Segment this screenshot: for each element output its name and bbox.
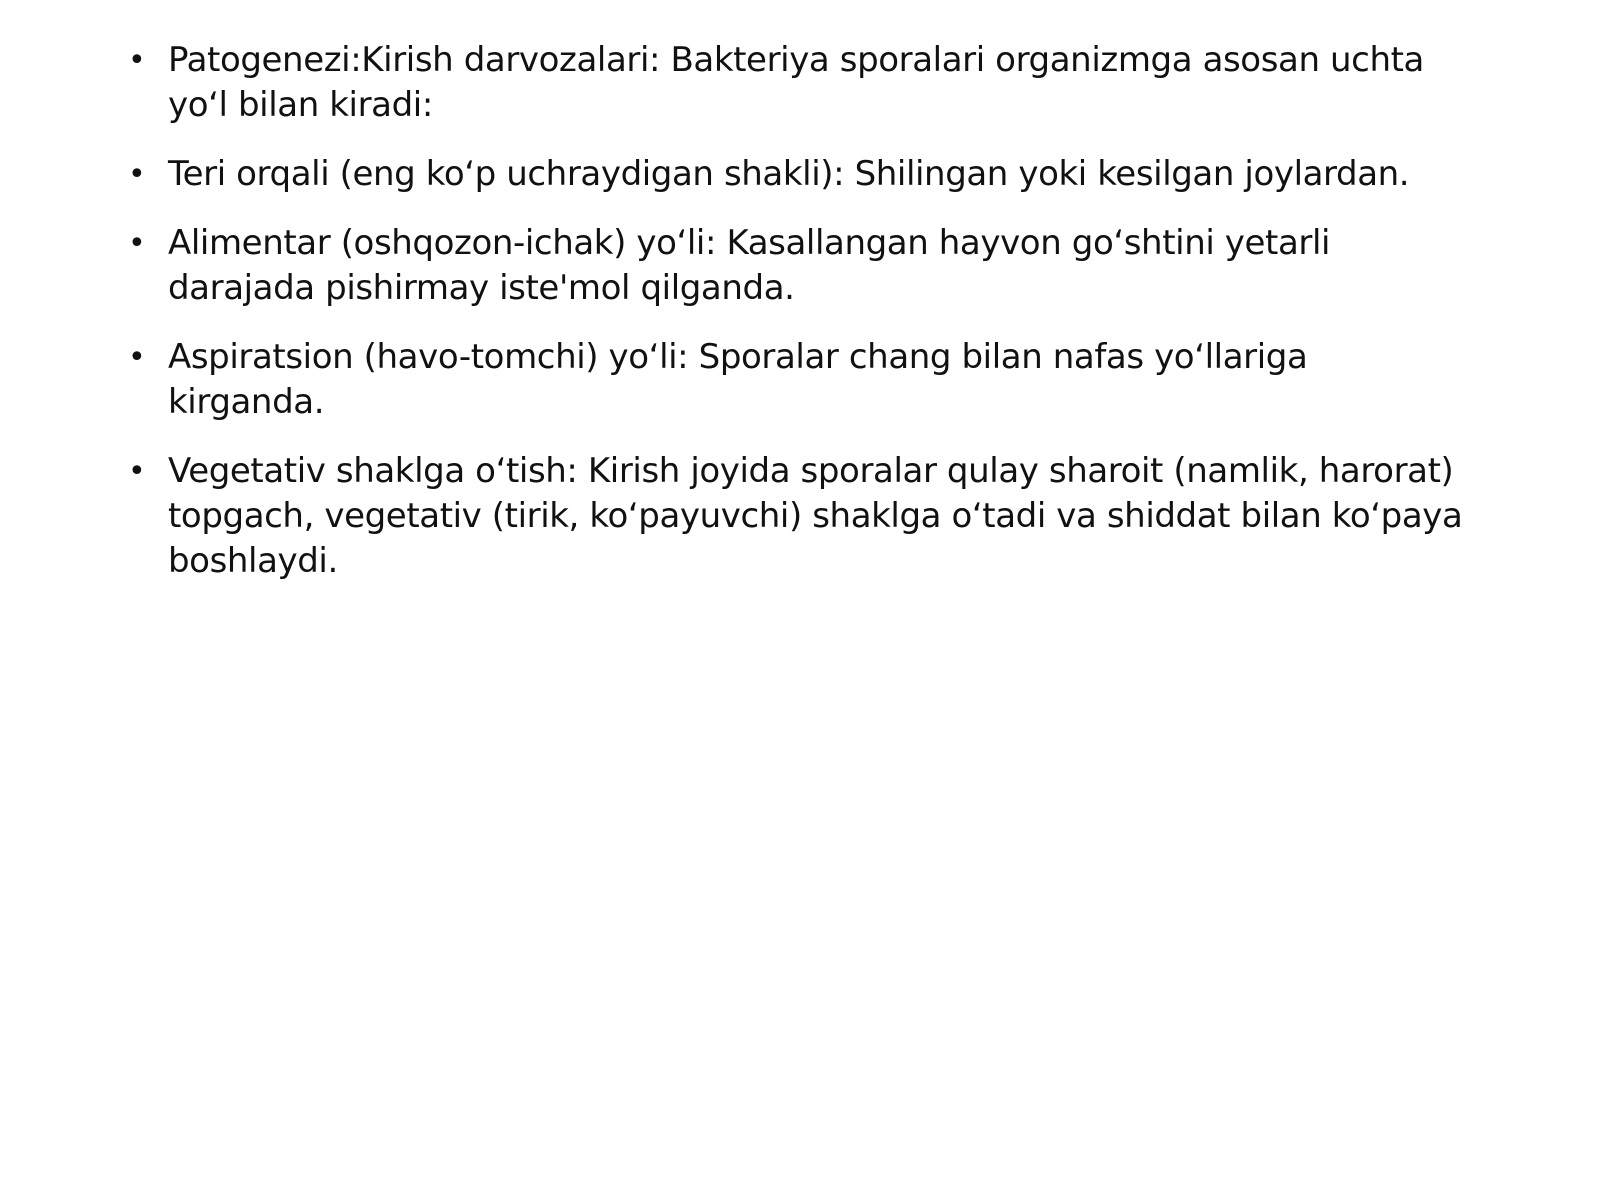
- bullet-icon: •: [128, 226, 146, 261]
- bullet-list: [128, 38, 1473, 608]
- bullet-icon: •: [128, 340, 146, 375]
- bullet-item-patogenezi: [128, 38, 1473, 128]
- bullet-icon: •: [128, 454, 146, 489]
- bullet-icon: •: [128, 43, 146, 78]
- bullet-item-aspiratsion: [128, 335, 1473, 425]
- bullet-item-vegetativ: [128, 449, 1473, 584]
- bullet-text: Patogenezi:Kirish darvozalari: Bakteriya sporalari organizmga asosan uchta yo‘l bilan kiradi:: [168, 40, 1424, 125]
- bullet-text: Aspiratsion (havo-tomchi) yo‘li: Sporalar chang bilan nafas yo‘llariga kirganda.: [168, 337, 1308, 422]
- bullet-item-teri-orqali: [128, 152, 1473, 197]
- bullet-icon: •: [128, 157, 146, 192]
- bullet-text: Alimentar (oshqozon-ichak) yo‘li: Kasallangan hayvon go‘shtini yetarli darajada pishirmay iste'mol qilganda.: [168, 223, 1331, 308]
- bullet-item-alimentar: [128, 221, 1473, 311]
- bullet-text: Vegetativ shaklga o‘tish: Kirish joyida sporalar qulay sharoit (namlik, harorat) topgach, vegetativ (tirik, ko‘payuvchi) shaklga o‘tadi va shiddat bilan ko‘paya boshlaydi.: [168, 451, 1463, 581]
- bullet-text: Teri orqali (eng ko‘p uchraydigan shakli): Shilingan yoki kesilgan joylardan.: [168, 154, 1410, 194]
